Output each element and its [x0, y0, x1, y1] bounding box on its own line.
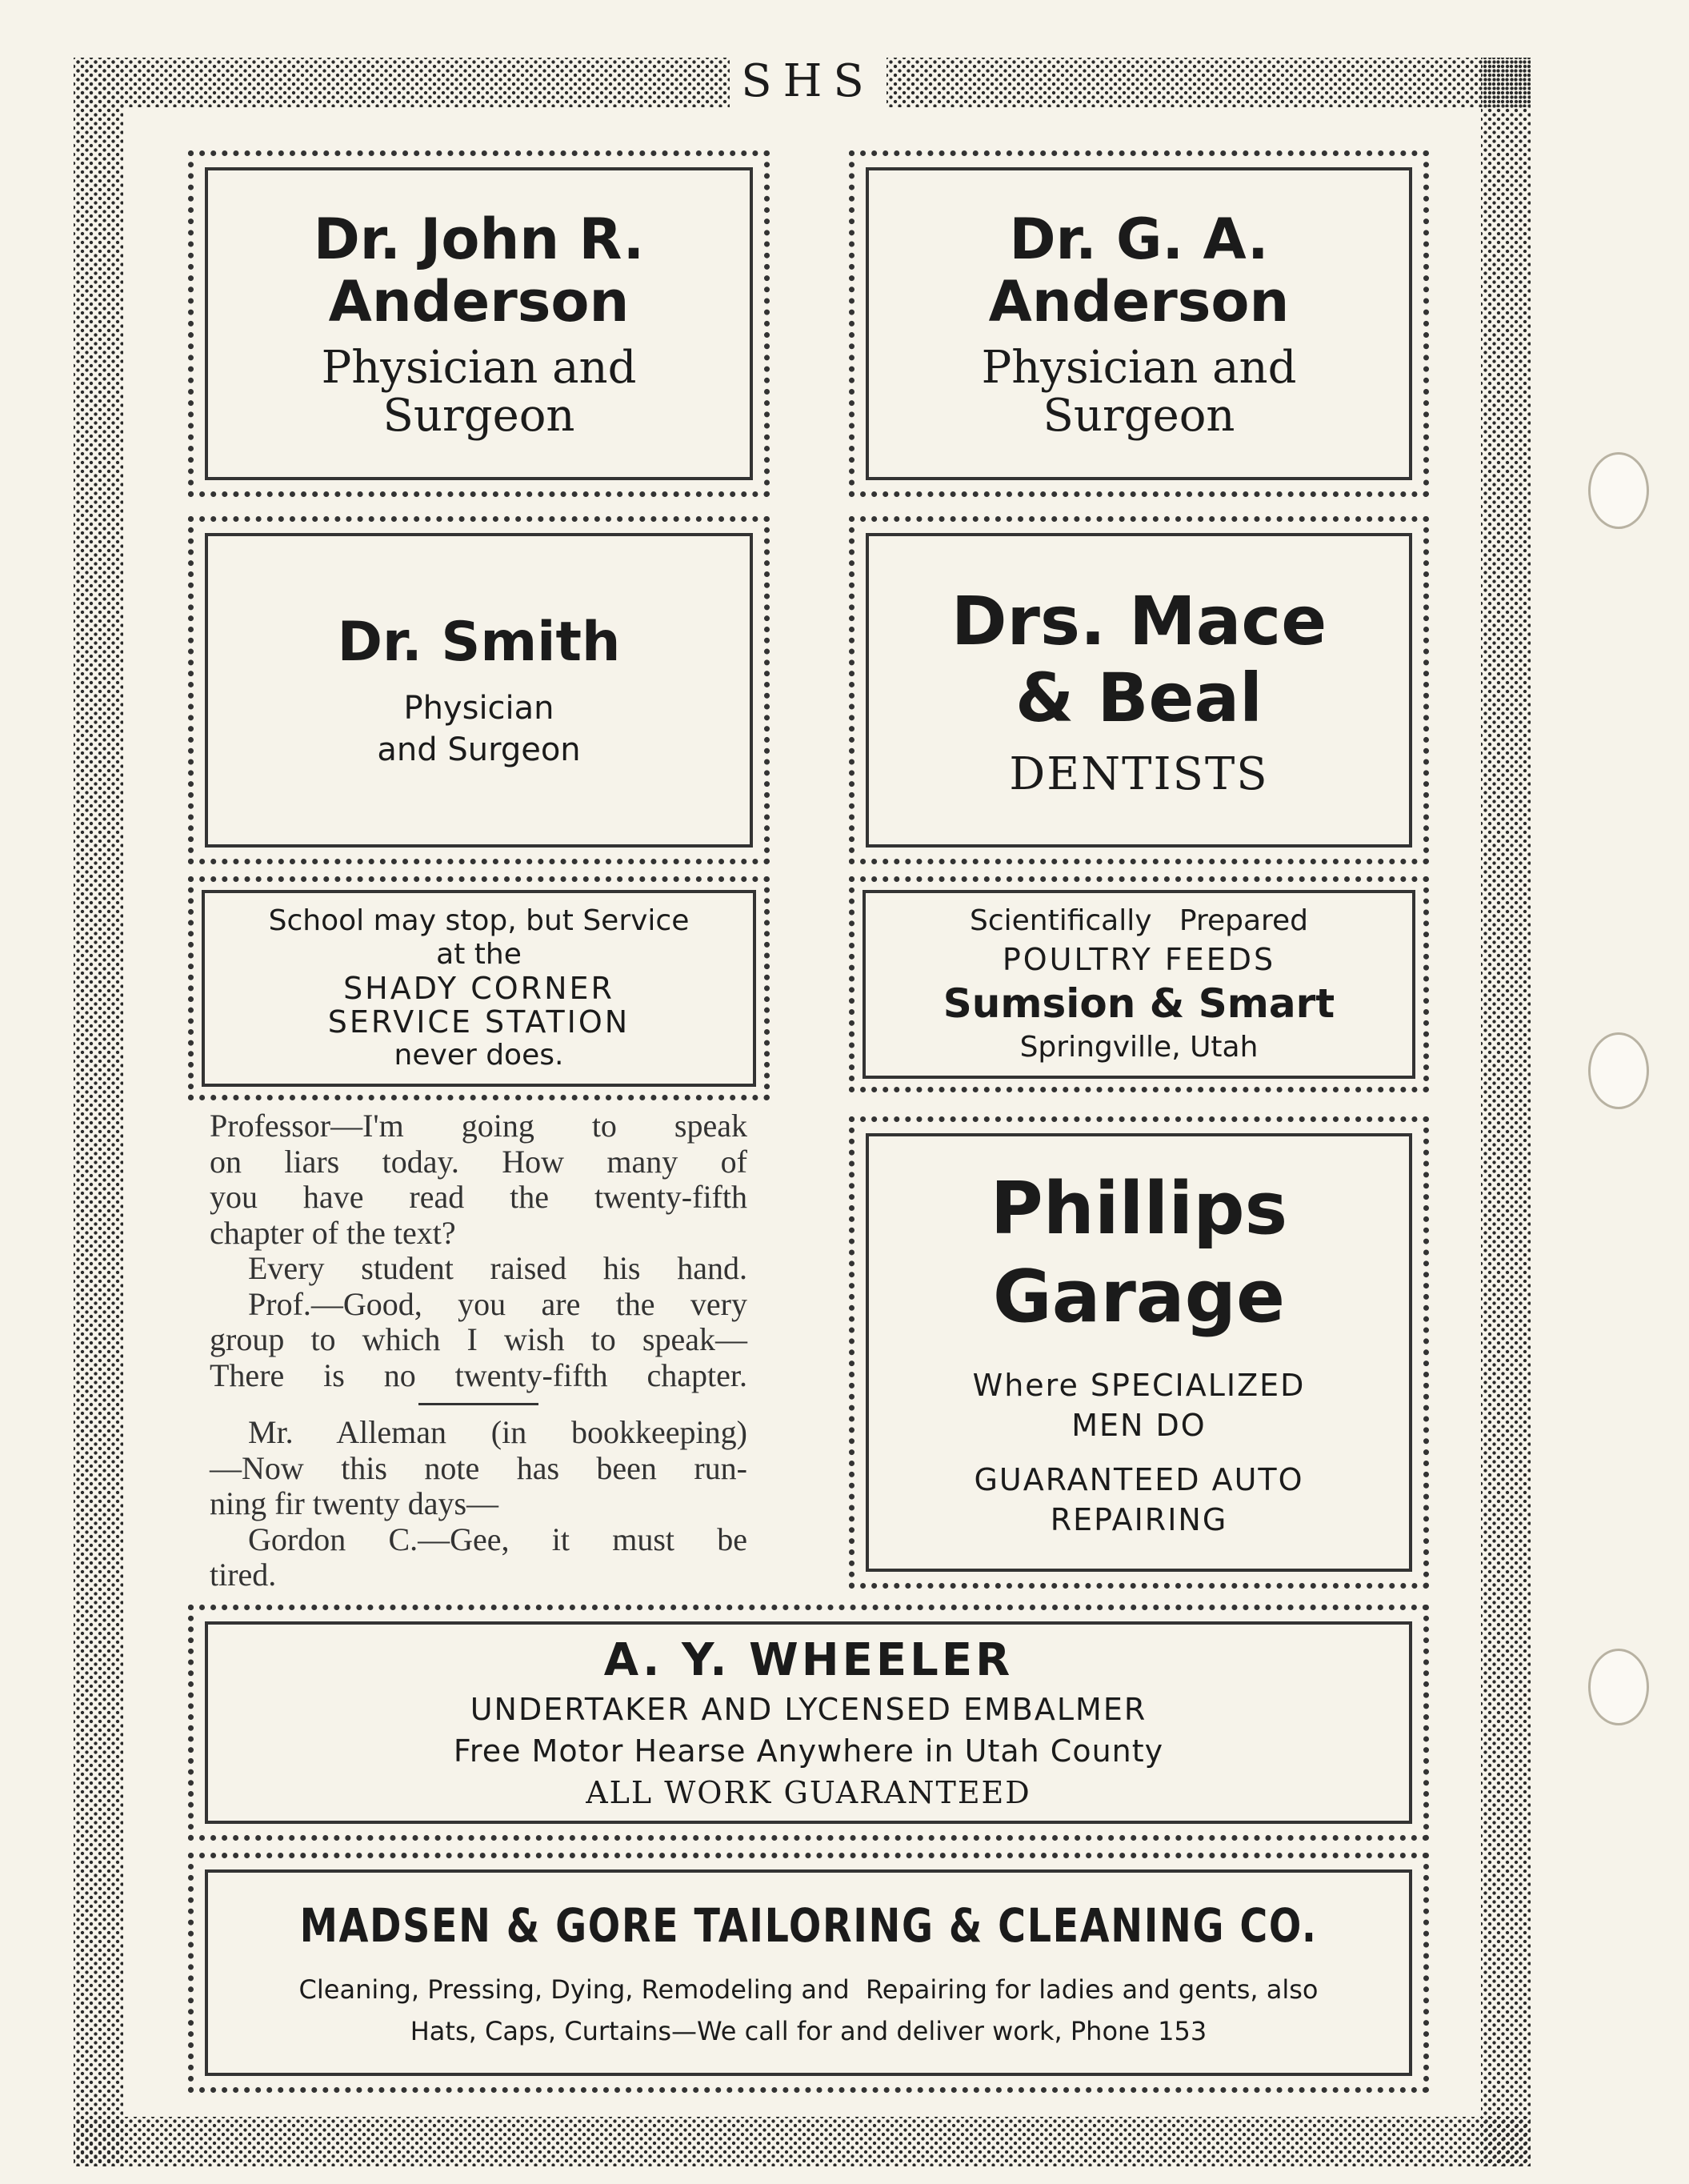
ad-shady-corner — [188, 876, 770, 1100]
joke-line: Professor—I'm going to speak — [210, 1108, 747, 1144]
ad-john-anderson — [188, 150, 770, 497]
ad-role: Physician — [403, 689, 554, 727]
ad-text: Scientifically Prepared — [969, 904, 1309, 937]
ad-text: School may stop, but Service — [268, 904, 690, 937]
page-header: SHS — [741, 55, 875, 107]
ad-wheeler — [188, 1605, 1429, 1841]
ad-role: and Surgeon — [377, 731, 581, 768]
ad-text: SERVICE STATION — [327, 1004, 630, 1040]
ad-name: Dr. Smith — [337, 610, 621, 674]
joke-line: Mr. Alleman (in bookkeeping) — [248, 1414, 747, 1450]
ad-text: Cleaning, Pressing, Dying, Remodeling and Repairing for ladies and gents, also — [298, 1974, 1319, 2005]
ad-text: ALL WORK GUARANTEED — [586, 1774, 1031, 1810]
ad-text: at the — [436, 938, 522, 971]
ad-text: Where SPECIALIZED — [972, 1368, 1306, 1403]
ad-ga-anderson — [849, 150, 1429, 497]
ad-text: Springville, Utah — [1019, 1031, 1259, 1064]
joke-line: chapter of the text? — [210, 1214, 456, 1251]
ad-name: A. Y. WHEELER — [603, 1633, 1014, 1686]
ad-name: Sumsion & Smart — [943, 980, 1335, 1027]
binder-hole-icon — [1588, 1032, 1649, 1109]
ad-role: Surgeon — [1043, 389, 1235, 442]
ad-text: POULTRY FEEDS — [1002, 942, 1276, 977]
ad-name: Drs. Mace — [951, 581, 1327, 660]
ad-name: Anderson — [988, 268, 1290, 335]
joke-line: you have read the twenty-fifth — [210, 1179, 747, 1215]
joke-alleman — [210, 1415, 747, 1593]
ad-name: & Beal — [1015, 658, 1263, 737]
ad-madsen-gore — [188, 1853, 1429, 2093]
joke-line: There is no twenty-fifth chapter. — [210, 1356, 747, 1393]
ad-text: never does. — [394, 1039, 564, 1072]
divider — [418, 1403, 538, 1405]
ad-name: Phillips — [990, 1167, 1288, 1251]
ad-sumsion-smart — [849, 876, 1429, 1092]
joke-line: group to which I wish to speak— — [210, 1321, 747, 1357]
ad-text: Hats, Caps, Curtains—We call for and deliver work, Phone 153 — [410, 2016, 1207, 2046]
ad-dr-smith — [188, 516, 770, 864]
joke-line: ning fir twenty days— — [210, 1485, 499, 1521]
ad-role: Physician and — [981, 341, 1297, 394]
border-left — [74, 58, 123, 2166]
ad-name: Garage — [992, 1255, 1286, 1339]
joke-line: Prof.—Good, you are the very — [248, 1285, 747, 1322]
border-top-left — [74, 58, 730, 107]
ad-text: UNDERTAKER AND LYCENSED EMBALMER — [470, 1691, 1147, 1727]
ad-role: Surgeon — [382, 389, 575, 442]
ad-name: Dr. John R. — [313, 206, 645, 272]
ad-name: Anderson — [328, 268, 630, 335]
border-right — [1481, 58, 1531, 2166]
border-bottom — [74, 2117, 1531, 2166]
joke-line: —Now this note has been run- — [210, 1449, 747, 1486]
ad-text: SHADY CORNER — [343, 971, 614, 1006]
ad-text: Free Motor Hearse Anywhere in Utah County — [453, 1733, 1164, 1769]
ad-phillips-garage — [849, 1116, 1429, 1589]
joke-line: Every student raised his hand. — [248, 1250, 747, 1286]
jokes-column — [210, 1108, 747, 1593]
ad-text: MEN DO — [1071, 1408, 1207, 1443]
joke-line: on liars today. How many of — [210, 1143, 747, 1180]
border-top-right — [887, 58, 1531, 107]
joke-line: tired. — [210, 1557, 277, 1593]
ad-name: Dr. G. A. — [1009, 206, 1269, 272]
joke-line: Gordon C.—Gee, it must be — [248, 1521, 747, 1557]
binder-hole-icon — [1588, 452, 1649, 529]
ad-name: MADSEN & GORE TAILORING & CLEANING CO. — [299, 1898, 1318, 1953]
ad-role: Physician and — [321, 341, 637, 394]
ad-mace-beal — [849, 516, 1429, 864]
ad-text: REPAIRING — [1050, 1502, 1228, 1537]
joke-professor — [210, 1108, 747, 1393]
binder-hole-icon — [1588, 1649, 1649, 1725]
ad-text: GUARANTEED AUTO — [974, 1462, 1304, 1497]
ad-role: DENTISTS — [1009, 747, 1269, 800]
